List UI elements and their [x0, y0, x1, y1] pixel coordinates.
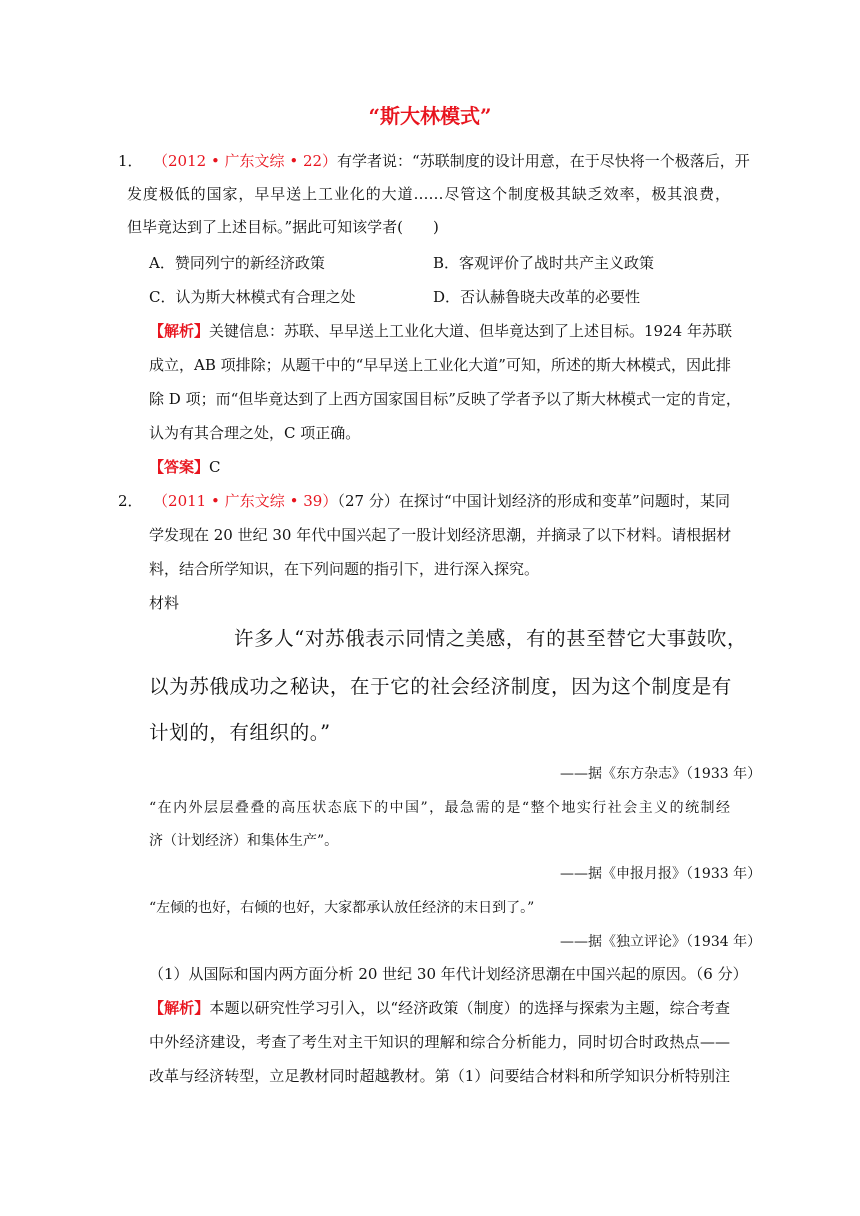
question-2-source: （2011 • 广东文综 • 39） — [153, 492, 338, 510]
option-d: D．否认赫鲁晓夫改革的必要性 — [433, 288, 641, 306]
question-1-line-2: 发度极低的国家，早早送上工业化的大道……尽管这个制度极其缺乏效率，极其浪费， — [127, 185, 730, 203]
analysis-tag-2: 【解析】 — [149, 999, 210, 1017]
material-para-3: “左倾的也好，右倾的也好，大家都承认放任经济的末日到了。” — [149, 900, 535, 916]
quote-line-3: 计划的，有组织的。” — [149, 721, 331, 744]
question-1-source: （2012 • 广东文综 • 22） — [153, 152, 338, 170]
answer-tag: 【答案】 — [149, 458, 210, 476]
question-1-line-3: 但毕竟达到了上述目标。”据此可知该学者( ) — [127, 218, 439, 236]
page-title: “斯大林模式” — [368, 104, 492, 128]
source-dongfang: ——据《东方杂志》（1933 年） — [560, 766, 762, 782]
quote-line-2: 以为苏俄成功之秘诀，在于它的社会经济制度，因为这个制度是有 — [149, 675, 732, 698]
question-1-analysis-line-3: 除 D 项；而“但毕竟达到了上西方国家国目标”反映了学者予以了斯大林模式一定的肯定， — [149, 390, 741, 408]
analysis-tag: 【解析】 — [149, 322, 210, 340]
option-c: C．认为斯大林模式有合理之处 — [149, 288, 356, 306]
question-2-analysis-line-1: 【解析】本题以研究性学习引入，以“经济政策（制度）的选择与探索为主题，综合考查 — [149, 999, 730, 1017]
sub-question-1: （1）从国际和国内两方面分析 20 世纪 30 年代计划经济思潮在中国兴起的原因。（6 分） — [149, 965, 748, 983]
source-shenbao: ——据《申报月报》（1933 年） — [560, 866, 762, 882]
question-1-stem-start: 有学者说：“苏联制度的设计用意，在于尽快将一个极落后，开 — [337, 152, 750, 170]
question-2-number: 2． — [118, 492, 143, 510]
question-2-analysis-line-3: 改革与经济转型，立足教材同时超越教材。第（1）问要结合材料和所学知识分析特别注 — [149, 1067, 730, 1085]
answer-value: C — [209, 458, 221, 476]
material-para-2-line-2: 济（计划经济）和集体生产”。 — [149, 833, 339, 849]
question-2-line-1 — [153, 491, 730, 511]
question-2-analysis-line-2: 中外经济建设，考查了考生对主干知识的理解和综合分析能力，同时切合时政热点—— — [149, 1033, 730, 1051]
option-b: B．客观评价了战时共产主义政策 — [433, 254, 655, 272]
question-1-number: 1． — [118, 152, 143, 170]
option-a: A．赞同列宁的新经济政策 — [149, 254, 325, 272]
question-1-analysis-line-1: 【解析】关键信息：苏联、早早送上工业化大道、但毕竟达到了上述目标。1924 年苏联 — [149, 322, 732, 340]
question-2-line-2: 学发现在 20 世纪 30 年代中国兴起了一股计划经济思潮，并摘录了以下材料。请根据材 — [149, 526, 732, 544]
question-2-line-3: 料，结合所学知识，在下列问题的指引下，进行深入探究。 — [149, 560, 540, 578]
material-label: 材料 — [149, 594, 180, 612]
material-para-2-line-1: “在内外层层叠叠的高压状态底下的中国”，最急需的是“整个地实行社会主义的统制经 — [149, 800, 730, 816]
question-2-stem-start: （27 分）在探讨“中国计划经济的形成和变革”问题时，某同 — [337, 492, 730, 510]
question-1-answer — [149, 457, 221, 477]
question-1-line-1 — [153, 151, 750, 171]
quote-line-1: 许多人“对苏俄表示同情之美感，有的甚至替它大事鼓吹， — [234, 627, 748, 650]
source-duli: ——据《独立评论》（1934 年） — [560, 934, 762, 950]
question-1-analysis-line-2: 成立，AB 项排除；从题干中的“早早送上工业化大道”可知，所述的斯大林模式，因此排 — [149, 356, 731, 374]
question-1-analysis-line-4: 认为有其合理之处，C 项正确。 — [149, 424, 361, 442]
